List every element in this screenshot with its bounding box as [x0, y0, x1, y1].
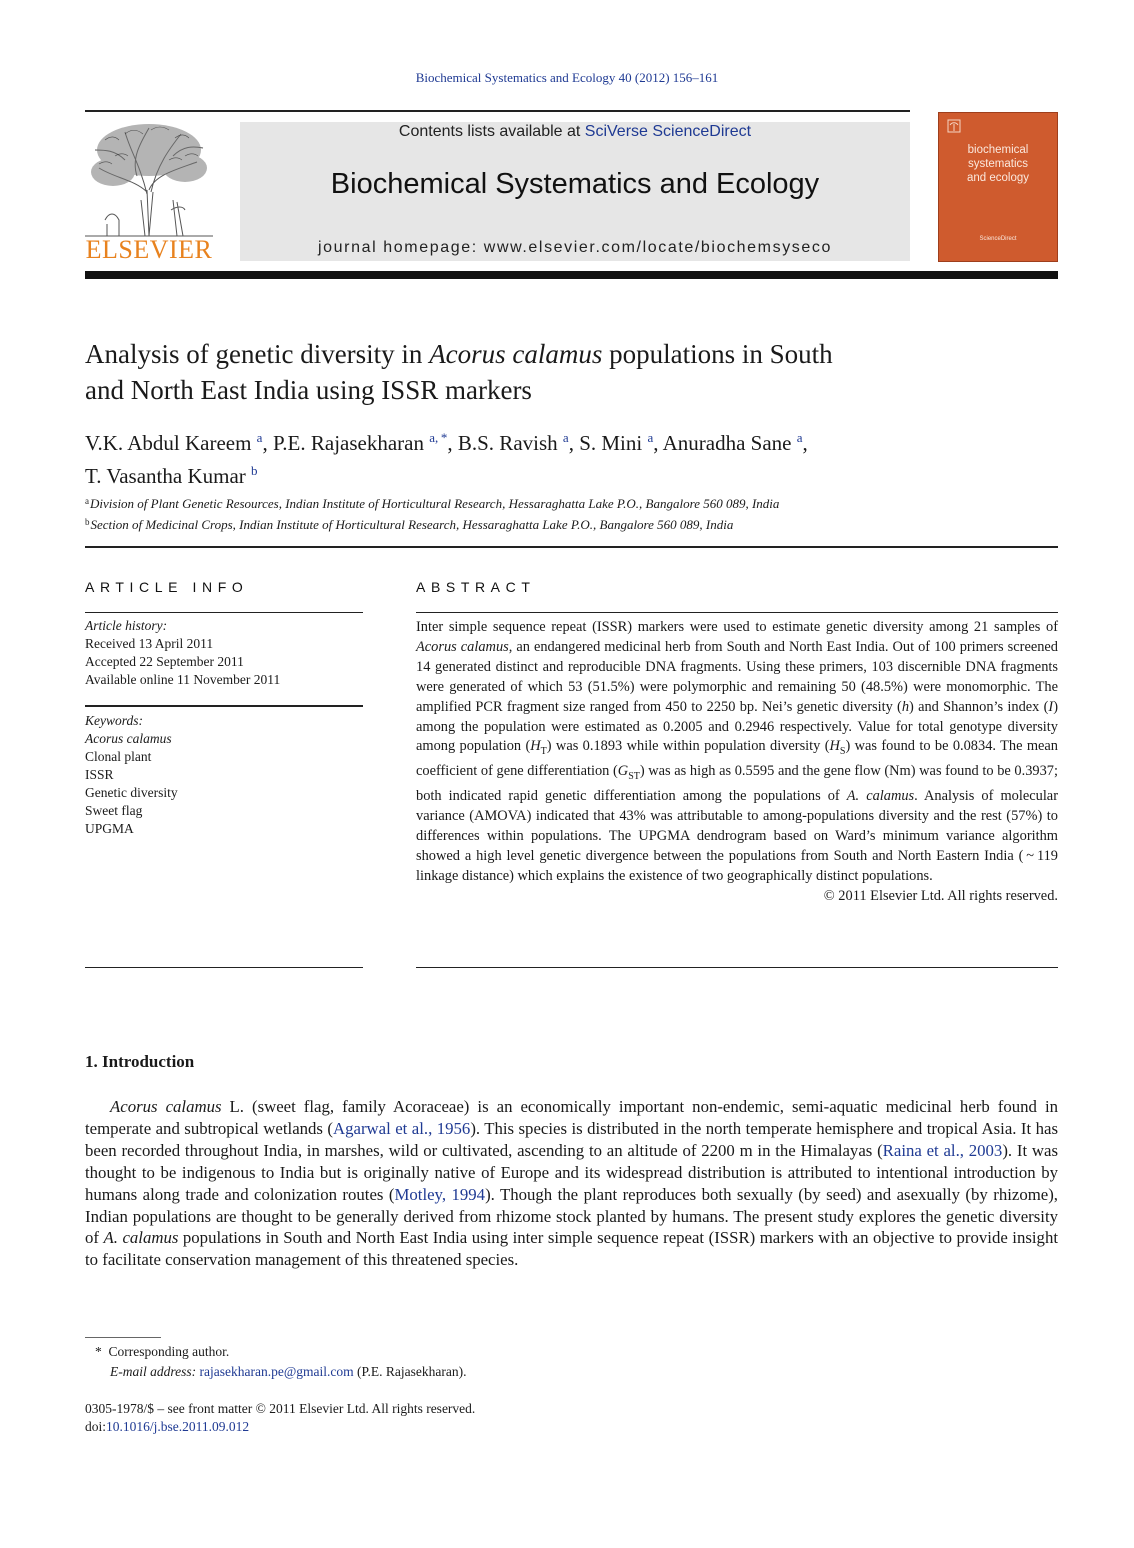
author-affiliation-mark[interactable]: a [256, 430, 263, 445]
abstract-rule [416, 967, 1058, 968]
journal-citation[interactable]: Biochemical Systematics and Ecology 40 (2012) 156–161 [415, 70, 719, 85]
author-name[interactable]: V.K. Abdul Kareem [85, 431, 252, 455]
doi-line: doi:10.1016/j.bse.2011.09.012 [85, 1419, 250, 1434]
corresponding-author-note: * Corresponding author. [95, 1344, 230, 1359]
authors-line-1: V.K. Abdul Kareem $^a$, P.E. Rajasekharan $^{a, *}$, B.S. Ravish $^a$, S. Mini $^a$, Anuradha Sane $^a$, [85, 430, 808, 455]
author-affiliation-mark[interactable]: a, * [429, 430, 448, 445]
sciencedirect-link[interactable]: SciVerse ScienceDirect [584, 123, 752, 140]
journal-name: Biochemical Systematics and Ecology [330, 168, 820, 200]
section-heading-introduction: 1. Introduction [85, 1052, 195, 1071]
title-line-2: and North East India using ISSR markers [85, 375, 532, 405]
species-name: Acorus calamus [429, 339, 603, 369]
article-info-rule [85, 612, 363, 613]
history-item: Received 13 April 2011 [85, 636, 214, 651]
author-name[interactable]: S. Mini [579, 431, 643, 455]
abstract-text: Inter simple sequence repeat (ISSR) markers were used to estimate genetic diversity among 21 samples of Acorus calamus, an endangered medicinal herb from South and North East India. Out of 100 primers screened 14 generated distinct and reproducible DNA fragments. Using these primers, 103 discernible DNA fragments were generated of which 53 (51.5%) were polymorphic and remaining 50 (48.5%) were monomorphic. The amplified PCR fragment size ranged from 450 to 2250 bp. Nei’s genetic diversity (h) and Shannon’s index (I) among the population were estimated as 0.2005 and 0.2946 respectively. Value for total genotype diversity among population $(H_T)$ was 0.1893 while within population diversity $(H_S)$ was found to be 0.0834. The mean coefficient of gene differentiation $(G_{ST})$ was as high as 0.5595 and the gene flow (Nm) was found to be 0.3937; both indicated rapid genetic differentiation among the populations of A. calamus. Analysis of molecular variance (AMOVA) indicated that 43% was attributable to among-populations diversity and the rest (57%) to differences within populations. The UPGMA dendrogram based on Ward’s minimum variance algorithm showed a high level genetic divergence between the populations from South and North Eastern India ( ~ 119 linkage distance) which explains the existence of two geographically distinct populations. [416, 619, 1058, 884]
author-affiliation-mark[interactable]: a [562, 430, 569, 445]
keywords [85, 712, 363, 838]
header-rule [85, 110, 910, 112]
elsevier-emblem-icon [947, 119, 961, 133]
history-item: Available online 11 November 2011 [85, 672, 281, 687]
history-label: Article history: [85, 618, 168, 633]
author-affiliation-mark[interactable]: b [251, 463, 258, 478]
keyword: Genetic diversity [85, 785, 178, 800]
cover-title-line: and ecology [966, 172, 1030, 184]
cover-footer: ScienceDirect [979, 236, 1017, 242]
email-link[interactable]: rajasekharan.pe@gmail.com [199, 1364, 354, 1379]
keyword: Sweet flag [85, 803, 143, 818]
keyword: Acorus calamus [85, 731, 172, 746]
article-title [85, 336, 1058, 408]
abstract-rule [416, 612, 1058, 613]
author-affiliation-mark[interactable]: a [796, 430, 803, 445]
footnote-mark: * [95, 1344, 102, 1359]
affiliation-b: $^b$Section of Medicinal Crops, Indian Institute of Horticultural Research, Hessaraghatta Lake P.O., Bangalore 560 089, India [85, 517, 734, 532]
abstract-body [416, 618, 1058, 906]
footnote-rule [85, 1337, 161, 1338]
author-name[interactable]: T. Vasantha Kumar [85, 464, 246, 488]
title-line-1: Analysis of genetic diversity in Acorus calamus populations in South [85, 339, 833, 369]
contents-prefix: Contents lists available at [398, 123, 585, 140]
reference-link[interactable]: Raina et al., 2003 [882, 1140, 1003, 1160]
article-info-rule [85, 705, 363, 707]
author-affiliation-mark[interactable]: a [647, 430, 654, 445]
cover-title-line: systematics [967, 158, 1029, 170]
article-info-rule [85, 967, 363, 968]
article-info-heading: ARTICLE INFO [85, 579, 249, 595]
authors-line-2 [85, 457, 1058, 490]
keyword: UPGMA [85, 821, 134, 836]
author-list [85, 424, 1058, 490]
contents-line [240, 123, 910, 141]
reference-link[interactable]: Agarwal et al., 1956 [333, 1118, 471, 1138]
elsevier-wordmark: ELSEVIER [85, 235, 213, 264]
email-line: E-mail address: rajasekharan.pe@gmail.com (P.E. Rajasekharan). [110, 1364, 467, 1379]
reference-link[interactable]: Motley, 1994 [394, 1184, 486, 1204]
author-name[interactable]: B.S. Ravish [457, 431, 558, 455]
journal-homepage[interactable]: journal homepage: www.elsevier.com/locate/biochemsyseco [318, 239, 832, 256]
tree-icon [85, 120, 213, 238]
keywords-label: Keywords: [85, 713, 143, 728]
doi-link[interactable]: 10.1016/j.bse.2011.09.012 [106, 1419, 250, 1434]
cover-title-line: biochemical [967, 144, 1029, 156]
author-name[interactable]: Anuradha Sane [662, 431, 792, 455]
keyword: ISSR [85, 767, 114, 782]
masthead-rule [85, 271, 1058, 279]
affiliation-a: $^a$Division of Plant Genetic Resources, Indian Institute of Horticultural Research, Hessaraghatta Lake P.O., Bangalore 560 089, India [85, 496, 780, 511]
journal-cover[interactable] [938, 112, 1058, 262]
introduction-paragraph: Acorus calamus L. (sweet flag, family Acoraceae) is an economically important non-endemic, semi-aquatic medicinal herb found in temperate and subtropical wetlands (Agarwal et al., 1956). This species is distributed in the north temperate hemisphere and tropical Asia. It has been recorded throughout India, in marshes, wild or cultivated, ascending to an altitude of 2200 m in the Himalayas (Raina et al., 2003). It was thought to be indigenous to India but is originally native of Europe and its widespread distribution is attributed to intentional introduction by humans along trade and colonization routes (Motley, 1994). Though the plant reproduces both sexually (by seed) and asexually (by rhizome), Indian populations are thought to be generally derived from rhizome stock planted by humans. The present study explores the genetic diversity of A. calamus populations in South and North East India using inter simple sequence repeat (ISSR) markers with an objective to provide insight to facilitate conservation management of this threatened species. [85, 1097, 1059, 1270]
front-matter [85, 1400, 475, 1436]
author-name[interactable]: P.E. Rajasekharan [272, 431, 424, 455]
affiliations [85, 492, 1058, 534]
issn-line: 0305-1978/$ – see front matter © 2011 Elsevier Ltd. All rights reserved. [85, 1401, 476, 1416]
section-rule [85, 546, 1058, 548]
history-item: Accepted 22 September 2011 [85, 654, 244, 669]
copyright: © 2011 Elsevier Ltd. All rights reserved. [823, 887, 1058, 904]
abstract-heading: ABSTRACT [416, 579, 536, 595]
footnote [95, 1342, 466, 1382]
elsevier-logo[interactable] [85, 120, 213, 265]
article-history [85, 617, 363, 689]
cover-title [939, 143, 1057, 185]
keyword: Clonal plant [85, 749, 152, 764]
